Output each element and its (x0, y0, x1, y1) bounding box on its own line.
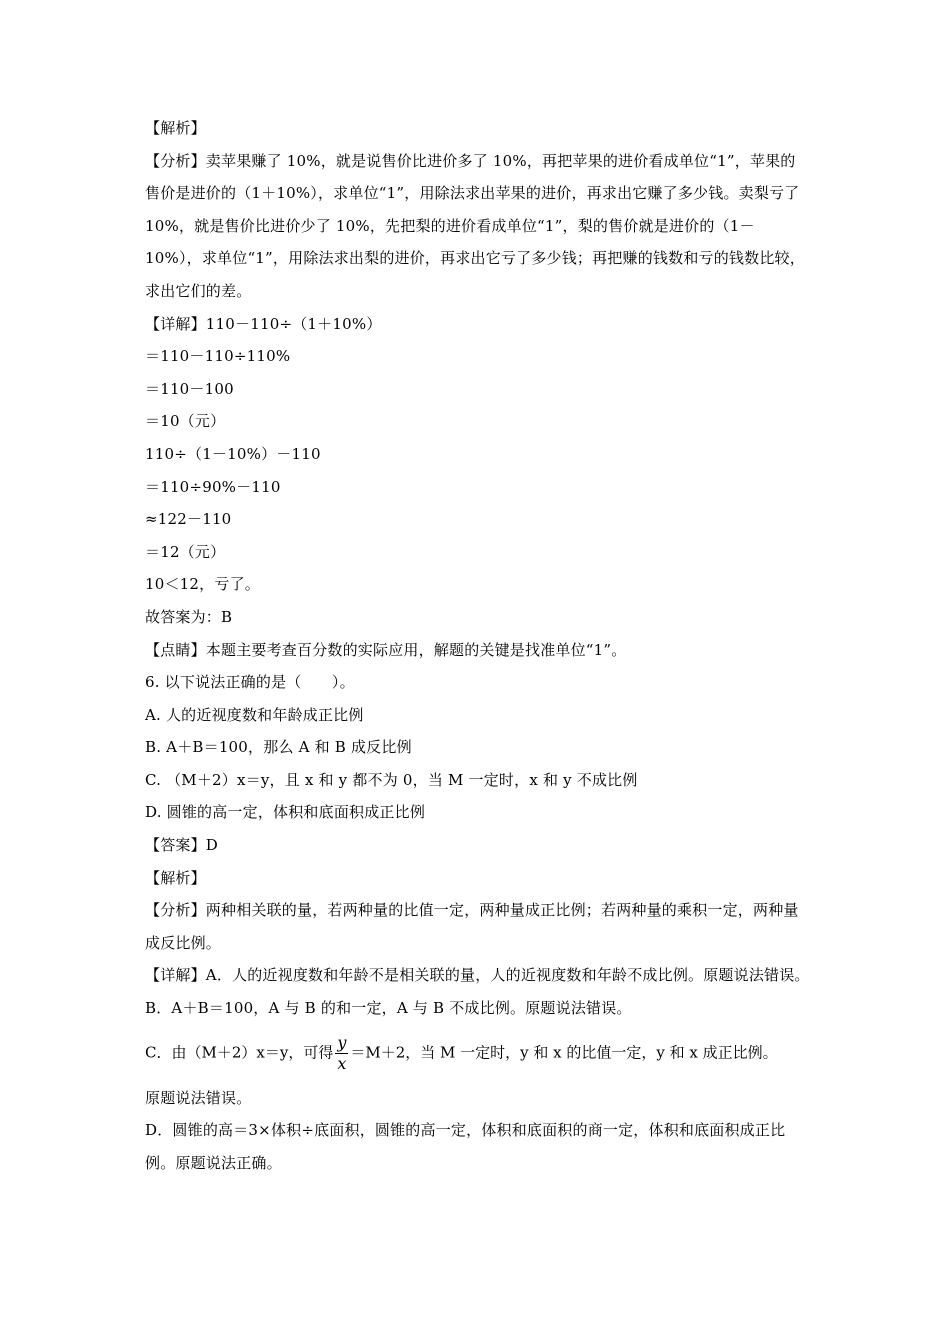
fraction-numerator: y (337, 1032, 347, 1052)
analysis-paragraph: 【分析】卖苹果赚了 10%，就是说售价比进价多了 10%，再把苹果的进价看成单位“1”，苹果的售价是进价的（1＋10%），求单位“1”，用除法求出苹果的进价，再求出它赚了多少钱。卖梨亏了 10%，就是售价比进价少了 10%，先把梨的进价看成单位“1”，梨的售价就是进价的（1－10%），求单位“1”，用除法求出梨的进价，再求出它亏了多少钱；再把赚的钱数和亏的钱数比较，求出它们的差。 (145, 151, 805, 300)
answer-label: 【答案】D (145, 836, 219, 855)
solution-step: ＝110÷90%－110 (145, 477, 281, 496)
solution-paragraph-d: D．圆锥的高＝3×体积÷底面积，圆锥的高一定，体积和底面积的商一定，体积和底面积成正比例。原题说法正确。 (145, 1121, 786, 1172)
option-b: B. A＋B＝100，那么 A 和 B 成反比例 (145, 738, 412, 757)
fraction-line-after: ＝M＋2，当 M 一定时，y 和 x 的比值一定，y 和 x 成正比例。 (350, 1043, 778, 1062)
solution-step: 110÷（1－10%）－110 (145, 444, 321, 463)
document-body (145, 112, 810, 1179)
solution-step: ＝110－110÷110% (145, 347, 291, 366)
question-6-stem: 6. 以下说法正确的是（ ）。 (145, 673, 355, 692)
option-a: A. 人的近视度数和年龄成正比例 (145, 705, 364, 724)
solution-paragraph-c-tail: 原题说法错误。 (145, 1088, 252, 1107)
solution-paragraph-c (145, 1025, 810, 1082)
option-d: D. 圆锥的高一定，体积和底面积成正比例 (145, 803, 426, 822)
section-heading-analysis: 【解析】 (145, 119, 206, 137)
solution-step: ＝10（元） (145, 412, 226, 431)
section-heading-analysis: 【解析】 (145, 868, 206, 887)
solution-step: ≈122－110 (145, 510, 232, 529)
fraction-y-over-x (335, 1033, 348, 1074)
solution-line: 【详解】110－110÷（1＋10%） (145, 314, 382, 333)
solution-conclusion: 10＜12，亏了。 (145, 575, 260, 594)
answer-statement: 故答案为：B (145, 607, 233, 626)
solution-step: ＝12（元） (145, 542, 226, 561)
fraction-line-before: C．由（M＋2）x＝y，可得 (145, 1043, 334, 1062)
solution-paragraph-a: 【详解】A．人的近视度数和年龄不是相关联的量，人的近视度数和年龄不成比例。原题说法错误。 (145, 966, 810, 985)
key-point: 【点睛】本题主要考查百分数的实际应用，解题的关键是找准单位“1”。 (145, 640, 627, 659)
solution-step: ＝110－100 (145, 379, 234, 398)
solution-paragraph-b: B．A＋B＝100，A 与 B 的和一定，A 与 B 不成比例。原题说法错误。 (145, 999, 632, 1018)
option-c: C. （M＋2）x＝y，且 x 和 y 都不为 0，当 M 一定时，x 和 y 不成比例 (145, 770, 638, 789)
analysis-paragraph: 【分析】两种相关联的量，若两种量的比值一定，两种量成正比例；若两种量的乘积一定，两种量成反比例。 (145, 901, 799, 952)
fraction-denominator: x (337, 1053, 347, 1073)
